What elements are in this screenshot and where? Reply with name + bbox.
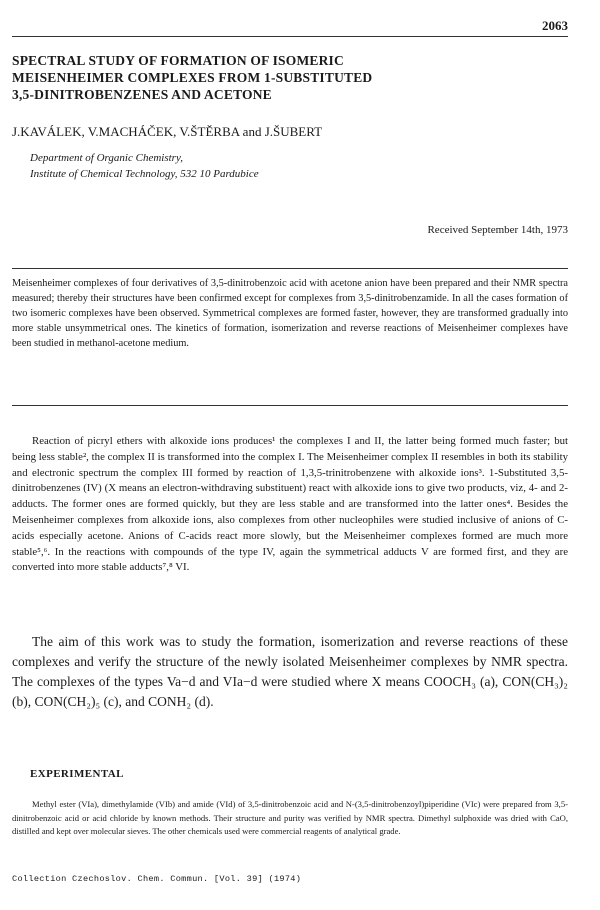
- article-title: [12, 52, 572, 103]
- title-line: SPECTRAL STUDY OF FORMATION OF ISOMERIC: [12, 53, 344, 68]
- header-rule: [12, 36, 568, 37]
- journal-footer: Collection Czechoslov. Chem. Commun. [Vol. 39] (1974): [12, 874, 302, 884]
- section-heading-experimental: EXPERIMENTAL: [30, 768, 124, 780]
- intro-paragraph: Reaction of picryl ethers with alkoxide ions produces¹ the complexes I and II, the latter being formed much faster; but being less stable², the complex II is transformed into the complex I. The Meisenheimer complex II resembles in both its stability and electronic spectrum the complex III formed by reaction of 1,3,5-trinitrobenzene with alkoxide ions³. 1-Substituted 3,5-dinitrobenzenes (IV) (X means an electron-withdraving substituent) react with alkoxide ions to give two products, viz, 4- and 2-adducts. The former ones are formed quickly, but they are less stable and are transformed into the latter ones⁴. Besides the Meisenheimer complexes from alkoxide ions, also complexes from other nucleophiles were studied inclusive of anions of C-acids especially acetone. Anions of C-acids react more slowly, but the Meisenheimer complexes formed are much more stable⁵,⁶. In the reactions with compounds of the type IV, again the symmetrical adducts V are formed first, and they are converted into more stable adducts⁷,⁸ VI.: [12, 435, 568, 574]
- abstract: Meisenheimer complexes of four derivatives of 3,5-dinitrobenzoic acid with acetone anion have been prepared and their NMR spectra measured; thereby their structures have been confirmed except for complexes from 3,5-dinitrobenzamide. In all the cases formation of two isomeric complexes have been observed. Symmetrical complexes are formed faster, however, they are transformed gradually into more stable unsymmetrical ones. The kinetics of formation, isomerization and reverse reactions of Meisenheimer complexes have been studied in methanol-acetone medium.: [12, 278, 568, 349]
- title-line: MEISENHEIMER COMPLEXES FROM 1-SUBSTITUTED: [12, 70, 373, 85]
- title-line: 3,5-DINITROBENZENES AND ACETONE: [12, 87, 272, 102]
- affiliation-line: Department of Organic Chemistry,: [30, 152, 183, 164]
- page-number: 2063: [542, 18, 568, 33]
- authors: J.KAVÁLEK, V.MACHÁČEK, V.ŠTĚRBA and J.ŠUBERT: [12, 124, 323, 139]
- received-date: Received September 14th, 1973: [427, 224, 568, 236]
- abstract-top-rule: [12, 268, 568, 269]
- abstract-bottom-rule: [12, 405, 568, 406]
- affiliation-line: Institute of Chemical Technology, 532 10 Pardubice: [30, 168, 259, 180]
- aim-paragraph: The aim of this work was to study the formation, isomerization and reverse reactions of these complexes and verify the structure of the newly isolated Meisenheimer complexes by NMR spectra. The complexes of the types Va−d and VIa−d were studied where X means COOCH₃ (a), CON(CH₃)₂ (b), CON(CH₂)₅ (c), and CONH₂ (d).: [12, 634, 568, 709]
- experimental-paragraph: Methyl ester (VIa), dimethylamide (VIb) and amide (VId) of 3,5-dinitrobenzoic acid and N-(3,5-dinitrobenzoyl)piperidine (VIc) were prepared from 3,5-dinitrobenzoic acid or acid chloride by known methods. Their structure and purity was verified by NMR spectra. Dimethyl sulphoxide was dried with CaO, distilled and kept over molecular sieves. The other chemicals used were commercial reagents of analytical grade.: [12, 799, 568, 836]
- affiliation: [30, 150, 259, 182]
